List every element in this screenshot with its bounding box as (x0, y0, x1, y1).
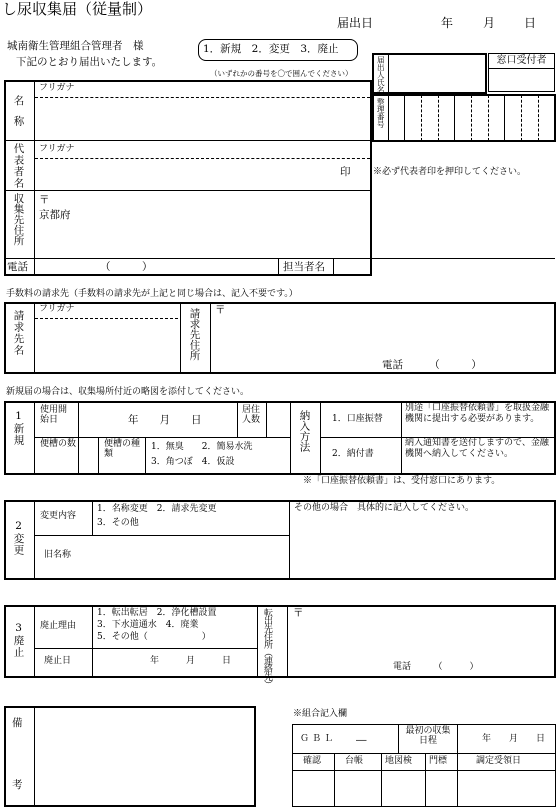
tel-label: 電話 (7, 261, 28, 273)
rep-furigana: フリガナ (39, 144, 75, 154)
cancel-label: 3廃止 (12, 622, 25, 658)
forward-postal: 〒 (293, 607, 304, 619)
billing-tel[interactable]: 電話 （ ） (382, 359, 482, 371)
serial-number-block (372, 94, 556, 142)
old-name-label: 旧名称 (44, 550, 72, 560)
change-other-note: その他の場合 具体的に記入してください。 (294, 503, 475, 513)
new-label: 1新規 (12, 410, 25, 446)
billing-heading: 手数料の請求先（手数料の請求先が上記と同じ場合は、記入不要です。） (6, 289, 298, 299)
date-month: 月 (483, 16, 496, 30)
old-name-field[interactable] (95, 537, 287, 577)
payment-option-2-note: 納入通知書を送付しますので、金融機関へ納入してください。 (405, 438, 549, 459)
billing-postal: 〒 (215, 304, 226, 316)
cancel-reason-3[interactable]: 5．その他（ ） (97, 632, 211, 642)
cancel-reason-2[interactable]: 3．下水道通水 4．廃業 (97, 620, 199, 630)
toilet-types-1[interactable]: 1．無臭 2．簡易水洗 (151, 442, 253, 452)
toilet-types-2[interactable]: 3．角つぼ 4．仮設 (151, 457, 235, 467)
office-heading: ※組合記入欄 (293, 709, 348, 719)
remarks-field[interactable] (36, 708, 254, 805)
start-date[interactable]: 年 月 日 (128, 414, 202, 426)
type-options-note: （いずれかの番号を〇で囲んでください） (210, 69, 353, 78)
change-content-1[interactable]: 1．名称変更 2．請求先変更 (97, 504, 217, 514)
billing-address-field[interactable] (215, 320, 550, 355)
payment-option-1[interactable]: 1．口座振替 (332, 414, 383, 424)
seal-mark: 印 (340, 166, 351, 178)
counter-receiver-box (488, 53, 555, 92)
toilets-field[interactable] (80, 439, 96, 473)
cancel-reason-label: 廃止理由 (40, 621, 77, 631)
office-gbl: ＧＢＬ (300, 734, 337, 744)
address-label: 収集先住所 (12, 193, 25, 246)
residents-field[interactable] (267, 403, 289, 436)
office-date[interactable]: 年 月 日 (482, 734, 546, 744)
change-content-label: 変更内容 (40, 511, 77, 521)
new-heading: 新規届の場合は、収集場所付近の略図を添付してください。 (6, 387, 250, 397)
date-day: 日 (524, 16, 537, 30)
name-furigana: フリガナ (39, 83, 75, 93)
cancel-date-label: 廃止日 (44, 656, 72, 666)
addressee: 城南衛生管理組合管理者 様 (7, 40, 144, 52)
remarks-label-1: 備 (12, 717, 23, 729)
name-label: 名称 (12, 95, 25, 136)
office-first-collect: 最初の収集日程 (405, 726, 451, 746)
applicant-name-label: 届出人氏名 (376, 56, 386, 94)
intro-text: 下記のとおり届出いたします。 (16, 56, 163, 68)
forward-address-field[interactable] (293, 622, 551, 660)
toilets-label: 便槽の数 (40, 439, 77, 449)
office-col-confirm: 確認 (303, 756, 322, 766)
seal-note: ※必ず代表者印を押印してください。 (373, 167, 527, 177)
billing-name-field[interactable] (36, 320, 178, 370)
new-footnote: ※「口座振替依頼書」は、受付窓口にあります。 (303, 476, 501, 486)
applicant-name-box[interactable] (372, 53, 487, 94)
office-col-ledger: 台帳 (345, 756, 364, 766)
office-col-plate: 門標 (429, 756, 448, 766)
payment-option-2[interactable]: 2．納付書 (332, 449, 374, 459)
counter-stamp-area[interactable] (489, 69, 555, 92)
forward-address-label: 転出先住所（連絡先） (262, 608, 272, 688)
staff-field[interactable] (335, 259, 370, 274)
counter-label: 窓口受付者 (489, 54, 555, 69)
form-title: し尿収集届（従量制） (2, 0, 153, 18)
tel-parens[interactable]: （ ） (100, 261, 153, 273)
office-col-date: 調定受領日 (476, 756, 522, 766)
date-year: 年 (441, 16, 454, 30)
rep-field[interactable] (36, 160, 336, 188)
office-dash: ― (356, 734, 367, 746)
address-field[interactable] (85, 205, 370, 255)
change-other-field[interactable] (291, 518, 553, 577)
cancel-reason-1[interactable]: 1．転出転居 2．浄化槽設置 (97, 608, 217, 618)
billing-address-label: 請求先住所 (188, 308, 201, 361)
name-field[interactable] (36, 99, 370, 139)
billing-furigana: フリガナ (39, 304, 75, 314)
address-postal: 〒 (39, 194, 50, 206)
residents-label: 居住人数 (242, 405, 261, 425)
payment-label: 納入方法 (298, 410, 311, 452)
date-label: 届出日 (337, 16, 374, 30)
toilet-type-label: 便槽の種類 (104, 439, 141, 459)
remarks-label-2: 考 (12, 779, 23, 791)
forward-tel[interactable]: 電話 （ ） (393, 662, 479, 672)
cancel-date[interactable]: 年 月 日 (150, 656, 232, 666)
billing-name-label: 請求先名 (12, 310, 25, 356)
office-col-map: 地図検 (385, 756, 413, 766)
type-options[interactable]: 1．新規 2．変更 3．廃止 (203, 43, 339, 55)
address-prefecture: 京都府 (39, 209, 71, 221)
payment-option-1-note: 別途「口座振替依頼書」を取扱金融機関に提出する必要があります。 (405, 403, 550, 424)
change-content-2[interactable]: 3．その他 (97, 518, 139, 528)
change-label: 2変更 (12, 520, 25, 556)
rep-label: 代表者名 (12, 143, 25, 189)
start-label: 使用開始日 (40, 405, 68, 425)
serial-label: 整理番号 (376, 98, 386, 128)
staff-label: 担当者名 (283, 261, 325, 273)
